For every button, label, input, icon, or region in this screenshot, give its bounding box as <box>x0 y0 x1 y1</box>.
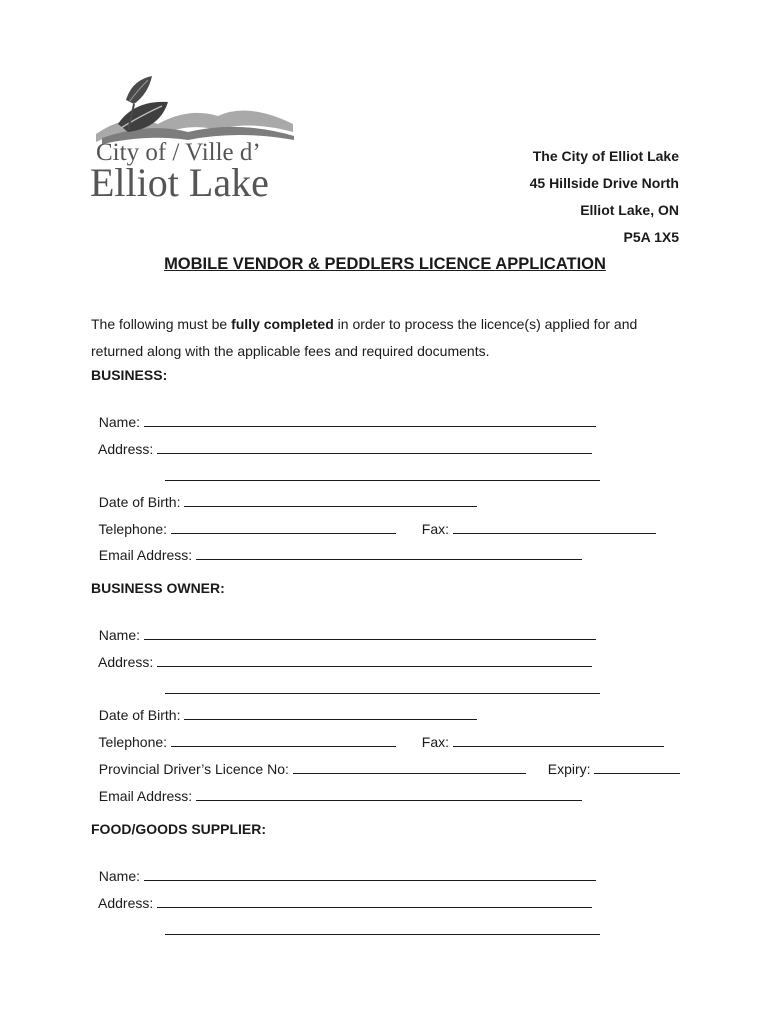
owner-email-field[interactable] <box>91 768 582 805</box>
form-title: MOBILE VENDOR & PEDDLERS LICENCE APPLICATION <box>164 255 606 273</box>
owner-email-label: Email Address: <box>98 788 197 804</box>
leaf-logo-icon <box>88 72 308 204</box>
address-city: Elliot Lake, ON <box>580 202 679 218</box>
business-dob-label: Date of Birth: <box>98 494 185 510</box>
business-email-field[interactable] <box>91 527 582 564</box>
address-postal: P5A 1X5 <box>623 229 679 245</box>
logo-line1: City of / Ville d’ <box>96 139 261 166</box>
owner-expiry-label: Expiry: <box>547 761 595 777</box>
city-address <box>530 146 679 254</box>
business-fax-label: Fax: <box>421 521 453 537</box>
intro-bold: fully completed <box>231 316 334 332</box>
owner-heading: BUSINESS OWNER: <box>91 580 225 596</box>
owner-email-input[interactable] <box>196 786 582 801</box>
owner-name-label: Name: <box>98 627 144 643</box>
address-org: The City of Elliot Lake <box>532 148 679 164</box>
business-heading: BUSINESS: <box>91 367 168 383</box>
owner-dob-label: Date of Birth: <box>98 707 185 723</box>
owner-telephone-label: Telephone: <box>98 734 171 750</box>
intro-paragraph <box>91 311 691 365</box>
supplier-address-label: Address: <box>98 895 158 911</box>
supplier-address-line2[interactable] <box>157 902 600 939</box>
supplier-address-input-2[interactable] <box>165 920 600 935</box>
owner-address-label: Address: <box>98 654 158 670</box>
intro-text-2: in order to process the licence(s) applied for and returned along with the applicable fees and required documents. <box>91 316 638 359</box>
owner-licence-label: Provincial Driver’s Licence No: <box>98 761 293 777</box>
owner-fax-label: Fax: <box>421 734 453 750</box>
business-email-label: Email Address: <box>98 547 197 563</box>
address-street: 45 Hillside Drive North <box>529 175 679 191</box>
city-logo <box>88 72 308 204</box>
business-name-label: Name: <box>98 414 144 430</box>
supplier-heading: FOOD/GOODS SUPPLIER: <box>91 821 267 837</box>
owner-expiry-input[interactable] <box>594 759 680 774</box>
supplier-name-label: Name: <box>98 868 144 884</box>
business-address-label: Address: <box>98 441 158 457</box>
business-telephone-label: Telephone: <box>98 521 171 537</box>
logo-line2: Elliot Lake <box>90 160 269 204</box>
business-email-input[interactable] <box>196 545 582 560</box>
intro-text-1: The following must be <box>91 316 232 332</box>
